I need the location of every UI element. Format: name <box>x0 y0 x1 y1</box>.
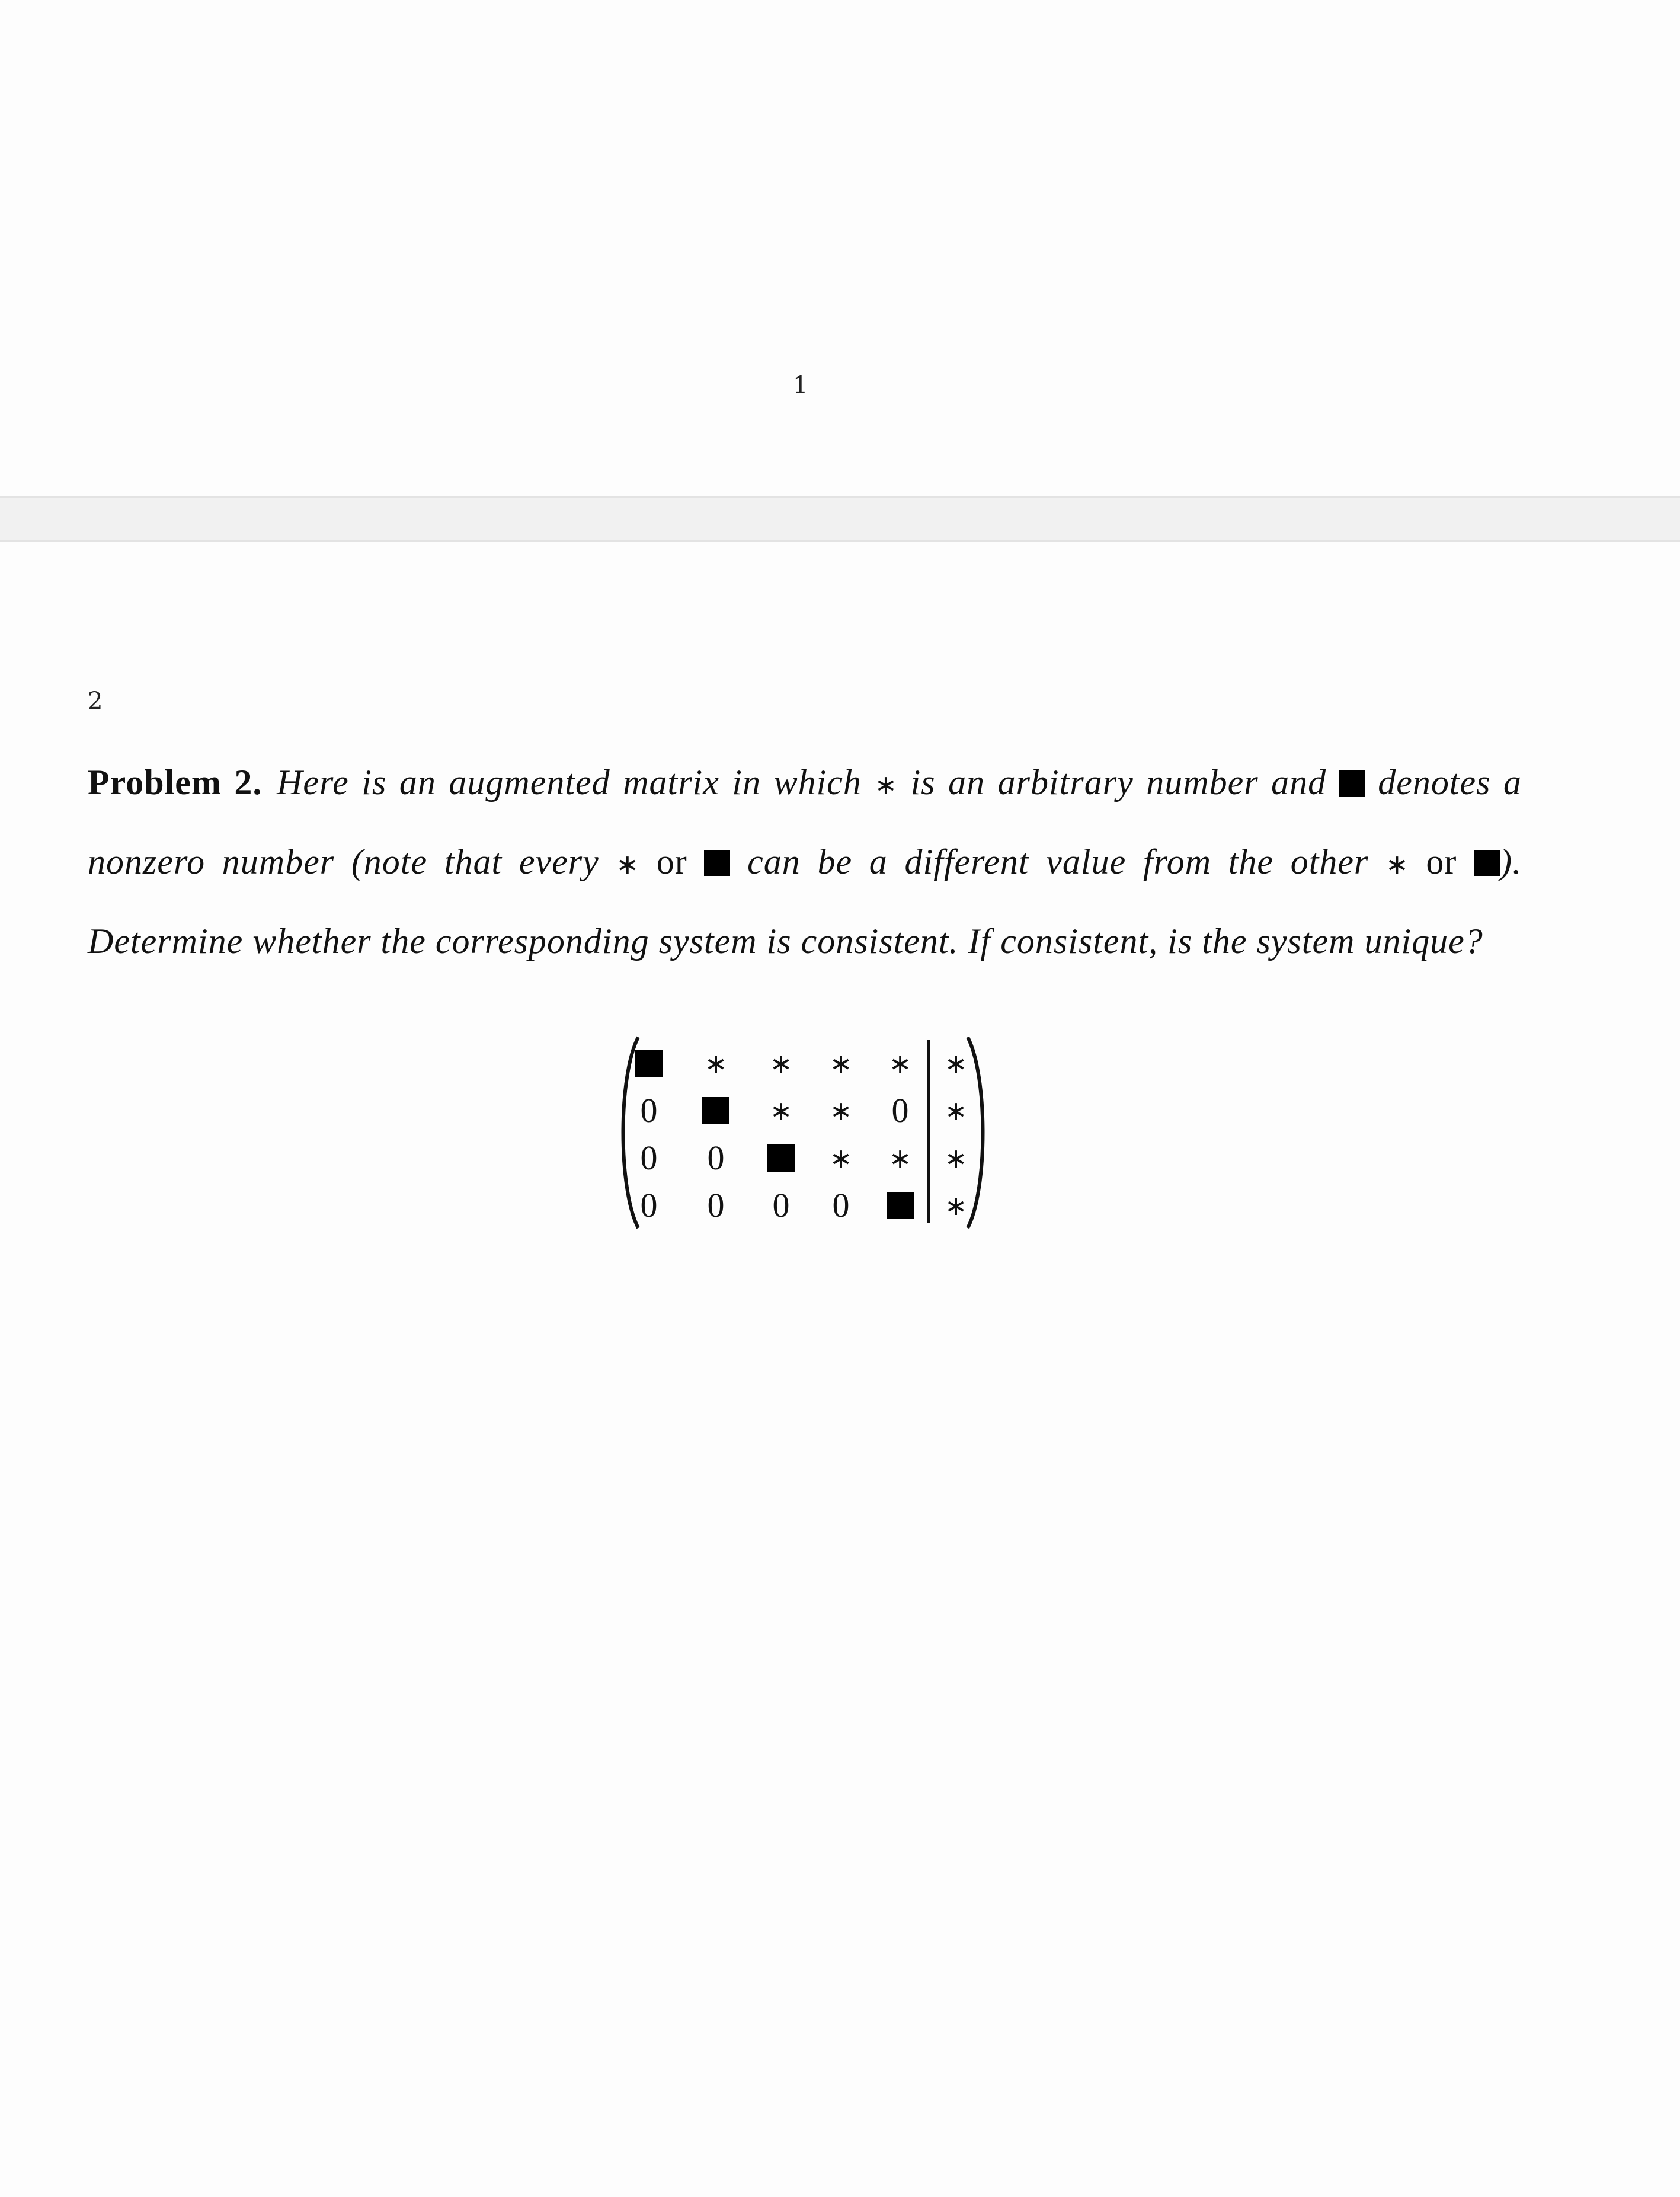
matrix-cell-r2-c4: ∗ <box>829 1095 853 1127</box>
matrix-cell-r1-c4: ∗ <box>829 1047 853 1079</box>
matrix-cell-r3-c5: ∗ <box>888 1142 912 1174</box>
problem-label: Problem 2. <box>88 763 263 802</box>
problem-text-or2: or <box>1426 842 1457 881</box>
problem-text-part4: can be a different value from the other <box>747 842 1369 881</box>
problem-text-part2: is an arbitrary number and <box>910 763 1327 802</box>
problem-text-part6: Determine whether the corresponding system is consistent. <box>88 922 959 961</box>
problem-text <box>88 763 1522 961</box>
augmentation-divider <box>927 1040 930 1223</box>
matrix-cell-r1-c3: ∗ <box>769 1047 793 1079</box>
page-separator <box>0 496 1680 542</box>
nonzero-square-icon <box>887 1192 914 1219</box>
matrix-cell-r2-c1: 0 <box>640 1091 658 1130</box>
problem-text-part7: If consistent, is the system unique? <box>968 922 1483 961</box>
matrix-cell-r1-c5: ∗ <box>888 1047 912 1079</box>
page-number-2: 2 <box>88 687 103 715</box>
matrix-cell-r2-c2 <box>698 1087 734 1134</box>
matrix-cell-r2-c5: 0 <box>891 1091 909 1130</box>
star-symbol: ∗ <box>1385 848 1409 880</box>
problem-text-part3: denotes a nonzero number (note that every <box>88 763 1522 881</box>
matrix-cell-r4-c4: 0 <box>832 1186 850 1224</box>
matrix-cell-r3-c3 <box>763 1134 799 1182</box>
problem-text-part1: Here is an augmented matrix in which <box>277 763 862 802</box>
matrix-cell-r3-c2: 0 <box>707 1139 725 1177</box>
matrix-cell-r2-c6: ∗ <box>944 1095 968 1127</box>
matrix-cell-r1-c1 <box>631 1040 667 1087</box>
star-symbol: ∗ <box>874 769 898 801</box>
matrix-cell-r4-c6: ∗ <box>944 1189 968 1221</box>
page-number-1: 1 <box>793 372 808 399</box>
matrix-cell-r3-c4: ∗ <box>829 1142 853 1174</box>
augmented-matrix <box>613 1035 993 1230</box>
nonzero-square-icon <box>704 850 730 876</box>
star-symbol: ∗ <box>616 848 639 880</box>
problem-text-or1: or <box>656 842 687 881</box>
nonzero-square-icon <box>1474 850 1500 876</box>
problem-text-part5: ). <box>1500 842 1522 881</box>
matrix-cell-r3-c1: 0 <box>640 1139 658 1177</box>
matrix-cell-r2-c3: ∗ <box>769 1095 793 1127</box>
problem-statement <box>88 744 1522 980</box>
matrix-cell-r4-c5 <box>882 1182 918 1229</box>
nonzero-square-icon <box>767 1144 795 1172</box>
matrix-cell-r4-c2: 0 <box>707 1186 725 1224</box>
nonzero-square-icon <box>702 1097 729 1124</box>
matrix-cell-r4-c3: 0 <box>772 1186 790 1224</box>
nonzero-square-icon <box>1339 770 1365 797</box>
matrix-cell-r1-c2: ∗ <box>704 1047 728 1079</box>
matrix-cell-r3-c6: ∗ <box>944 1142 968 1174</box>
nonzero-square-icon <box>635 1050 663 1077</box>
matrix-cell-r4-c1: 0 <box>640 1186 658 1224</box>
matrix-cell-r1-c6: ∗ <box>944 1047 968 1079</box>
